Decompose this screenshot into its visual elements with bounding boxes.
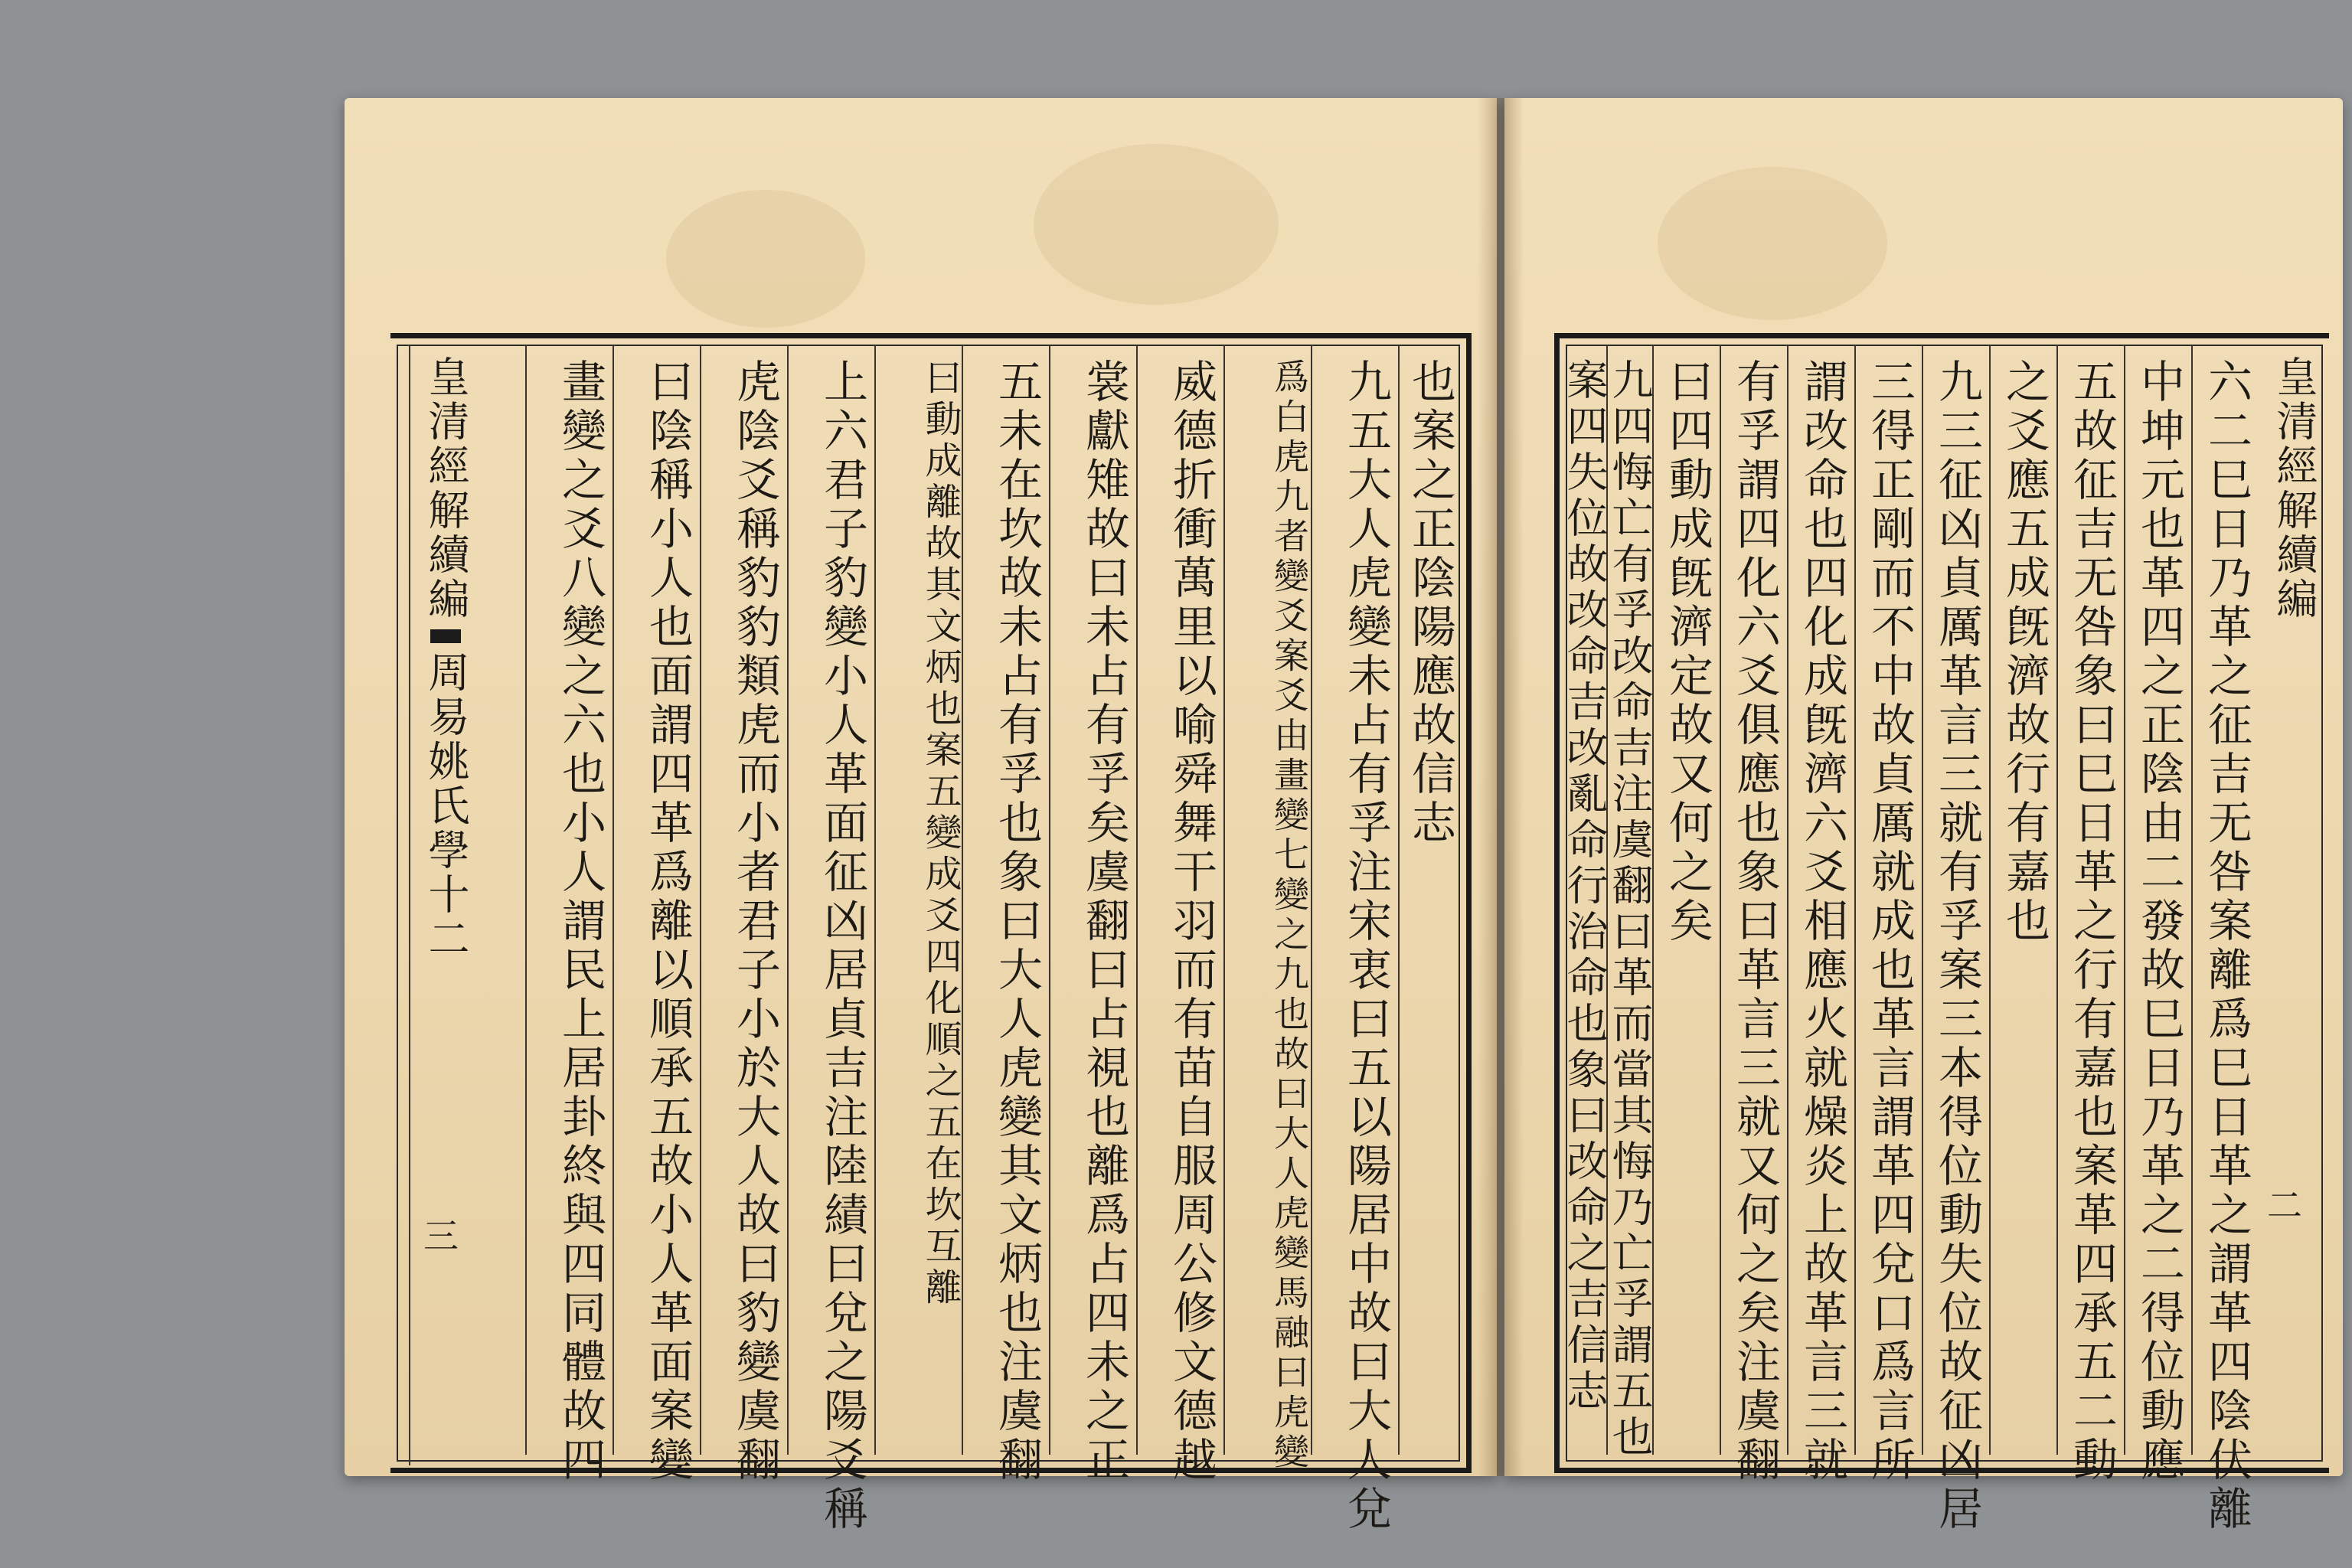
right-folio: 二 (2262, 1187, 2303, 1222)
left-column-1: 也案之正陰陽應故信志 (1398, 345, 1462, 1455)
left-column-9: 虎陰爻稱豹豹類虎而小者君子小於大人故曰豹變虞翻 (700, 345, 787, 1455)
left-spine (409, 345, 469, 1465)
right-column-11: 案四失位故改命吉改亂命行治命也象曰改命之吉信志 (1560, 358, 1609, 1415)
left-spine-title: 皇清經解續編 (422, 355, 470, 622)
left-column-8: 上六君子豹變小人革面征凶居貞吉注陸績曰兌之陽爻稱 (787, 345, 874, 1455)
left-column-2: 九五大人虎變未占有孚注宋衷曰五以陽居中故曰大人兌 (1311, 345, 1398, 1455)
right-column-1: 六二巳日乃革之征吉无咎案離爲巳日革之謂革四陰伏離 (2191, 345, 2259, 1455)
right-column-3: 五故征吉无咎象曰巳日革之行有嘉也案革四承五二動 (2056, 345, 2124, 1455)
left-column-6: 五未在坎故未占有孚也象曰大人虎變其文炳也注虞翻 (962, 345, 1049, 1455)
right-page-text (1560, 345, 2320, 1534)
right-column-6: 三得正剛而不中故貞厲就成也革言謂革四兌口爲言所 (1854, 345, 1922, 1455)
left-folio: 三 (418, 1217, 459, 1253)
right-column-8: 有孚謂四化六爻俱應也象曰革言三就又何之矣注虞翻 (1720, 345, 1787, 1455)
spine-separator (430, 629, 461, 643)
right-column-10: 九四悔亡有孚改命吉注虞翻曰革而當其悔乃亡孚謂五也 (1606, 345, 1652, 1455)
left-column-4: 威德折衝萬里以喻舜舞干羽而有苗自服周公修文德越 (1136, 345, 1223, 1455)
left-column-10: 曰陰稱小人也面謂四革爲離以順承五故小人革面案變 (612, 345, 700, 1455)
left-column-7: 曰動成離故其文炳也案五變成爻四化順之五在坎互離 (874, 345, 962, 1455)
right-column-2: 中坤元也革四之正陰由二發故巳日乃革之二得位動應 (2124, 345, 2191, 1455)
right-column-7: 謂改命也四化成旣濟六爻相應火就燥炎上故革言三就 (1787, 345, 1854, 1455)
right-spine-title (2263, 345, 2317, 1465)
right-spine-title-text: 皇清經解續編 (2270, 355, 2318, 622)
left-spine-subtitle: 周易姚氏學十二 (422, 651, 470, 962)
right-column-9: 曰四動成旣濟定故又何之矣 (1652, 345, 1720, 1455)
left-page-text (398, 345, 1462, 1534)
right-column-4: 之爻應五成旣濟故行有嘉也 (1989, 345, 2056, 1455)
left-column-11: 畫變之爻八變之六也小人謂民上居卦終與四同體故四 (525, 345, 612, 1455)
book-gutter (1478, 98, 1524, 1476)
open-book (329, 92, 2318, 1534)
right-column-5: 九三征凶貞厲革言三就有孚案三本得位動失位故征凶居 (1922, 345, 1989, 1455)
left-column-5: 裳獻雉故曰未占有孚矣虞翻曰占視也離爲占四未之正 (1049, 345, 1136, 1455)
left-column-3: 爲白虎九者變爻案爻由畫變七變之九也故曰大人虎變馬融曰虎變 (1223, 345, 1311, 1455)
